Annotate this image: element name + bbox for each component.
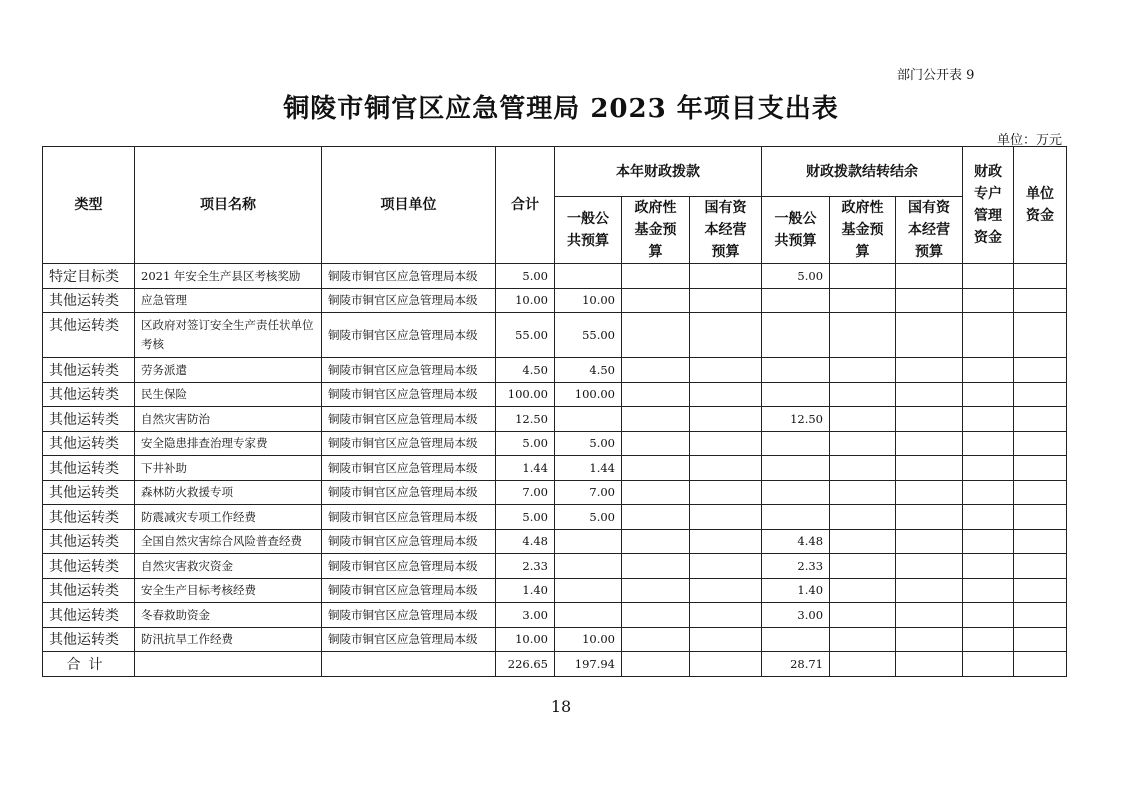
cur-general-cell: 5.00 xyxy=(555,505,622,530)
special-account-cell xyxy=(963,627,1014,652)
unit-funds-cell xyxy=(1014,529,1067,554)
cur-state-capital-cell xyxy=(690,578,762,603)
table-row xyxy=(43,358,1067,383)
table-row xyxy=(43,554,1067,579)
empty-cell xyxy=(896,652,963,677)
empty-cell xyxy=(622,652,690,677)
table-label: 部门公开表 9 xyxy=(897,68,975,83)
special-account-cell xyxy=(963,456,1014,481)
type-cell: 其他运转类 xyxy=(43,480,135,505)
table-row xyxy=(43,431,1067,456)
cur-gov-fund-cell xyxy=(622,431,690,456)
cur-gov-fund-cell xyxy=(622,382,690,407)
project-unit-cell: 铜陵市铜官区应急管理局本级 xyxy=(322,264,496,289)
project-unit-cell: 铜陵市铜官区应急管理局本级 xyxy=(322,505,496,530)
total-cell: 55.00 xyxy=(496,313,555,358)
total-cell: 1.44 xyxy=(496,456,555,481)
project-unit-cell: 铜陵市铜官区应急管理局本级 xyxy=(322,313,496,358)
header-cur-state-capital: 国有资本经营预算 xyxy=(690,197,762,264)
cur-general-cell: 10.00 xyxy=(555,288,622,313)
carry-gov-fund-cell xyxy=(830,578,896,603)
carry-state-capital-cell xyxy=(896,578,963,603)
cur-state-capital-cell xyxy=(690,313,762,358)
carry-gov-fund-cell xyxy=(830,529,896,554)
header-type: 类型 xyxy=(43,147,135,264)
table-row xyxy=(43,578,1067,603)
special-account-cell xyxy=(963,529,1014,554)
carry-state-capital-cell xyxy=(896,264,963,289)
project-unit-cell: 铜陵市铜官区应急管理局本级 xyxy=(322,554,496,579)
project-name-cell: 冬春救助资金 xyxy=(135,603,322,628)
project-unit-cell: 铜陵市铜官区应急管理局本级 xyxy=(322,431,496,456)
cur-gov-fund-cell xyxy=(622,264,690,289)
empty-cell xyxy=(963,652,1014,677)
carry-state-capital-cell xyxy=(896,382,963,407)
carry-gov-fund-cell xyxy=(830,603,896,628)
project-name-cell: 安全生产目标考核经费 xyxy=(135,578,322,603)
carry-state-capital-cell xyxy=(896,627,963,652)
type-cell: 其他运转类 xyxy=(43,358,135,383)
header-cur-general-budget: 一般公共预算 xyxy=(555,197,622,264)
table-row xyxy=(43,603,1067,628)
unit-funds-cell xyxy=(1014,480,1067,505)
carry-gov-fund-cell xyxy=(830,288,896,313)
special-account-cell xyxy=(963,407,1014,432)
carry-gov-fund-cell xyxy=(830,313,896,358)
total-cell: 12.50 xyxy=(496,407,555,432)
project-name-cell: 区政府对签订安全生产责任状单位考核 xyxy=(135,313,322,358)
carry-general-cell xyxy=(762,288,830,313)
table-row xyxy=(43,480,1067,505)
carry-gov-fund-cell xyxy=(830,358,896,383)
unit-funds-cell xyxy=(1014,603,1067,628)
carry-general-cell xyxy=(762,627,830,652)
project-unit-cell: 铜陵市铜官区应急管理局本级 xyxy=(322,288,496,313)
cur-general-cell xyxy=(555,578,622,603)
table-row xyxy=(43,288,1067,313)
type-cell: 其他运转类 xyxy=(43,603,135,628)
unit-funds-cell xyxy=(1014,578,1067,603)
special-account-cell xyxy=(963,505,1014,530)
total-cell: 5.00 xyxy=(496,264,555,289)
special-account-cell xyxy=(963,431,1014,456)
carry-general-cell xyxy=(762,358,830,383)
total-cell: 4.50 xyxy=(496,358,555,383)
table-row xyxy=(43,529,1067,554)
carry-general-cell: 3.00 xyxy=(762,603,830,628)
unit-funds-cell xyxy=(1014,627,1067,652)
type-cell: 特定目标类 xyxy=(43,264,135,289)
project-name-cell: 自然灾害防治 xyxy=(135,407,322,432)
cur-state-capital-cell xyxy=(690,264,762,289)
cur-general-cell: 4.50 xyxy=(555,358,622,383)
total-cell: 5.00 xyxy=(496,505,555,530)
project-unit-cell: 铜陵市铜官区应急管理局本级 xyxy=(322,358,496,383)
empty-cell xyxy=(1014,652,1067,677)
cur-state-capital-cell xyxy=(690,505,762,530)
special-account-cell xyxy=(963,382,1014,407)
type-cell: 其他运转类 xyxy=(43,554,135,579)
carry-state-capital-cell xyxy=(896,288,963,313)
cur-gov-fund-cell xyxy=(622,554,690,579)
cur-gov-fund-cell xyxy=(622,578,690,603)
empty-cell xyxy=(830,652,896,677)
project-unit-cell: 铜陵市铜官区应急管理局本级 xyxy=(322,627,496,652)
cur-state-capital-cell xyxy=(690,603,762,628)
special-account-cell xyxy=(963,480,1014,505)
cur-general-cell: 1.44 xyxy=(555,456,622,481)
special-account-cell xyxy=(963,554,1014,579)
cur-gov-fund-cell xyxy=(622,407,690,432)
carry-state-capital-cell xyxy=(896,529,963,554)
carry-gov-fund-cell xyxy=(830,627,896,652)
project-expenditure-table xyxy=(42,146,1067,677)
carry-state-capital-cell xyxy=(896,407,963,432)
carry-state-capital-cell xyxy=(896,505,963,530)
cur-general-cell xyxy=(555,603,622,628)
cur-gov-fund-cell xyxy=(622,627,690,652)
page-number: 18 xyxy=(550,697,572,716)
carry-general-cell xyxy=(762,480,830,505)
type-cell: 其他运转类 xyxy=(43,529,135,554)
cur-state-capital-cell xyxy=(690,358,762,383)
carry-state-capital-cell xyxy=(896,431,963,456)
header-project-unit: 项目单位 xyxy=(322,147,496,264)
table-row xyxy=(43,313,1067,358)
header-project-name: 项目名称 xyxy=(135,147,322,264)
type-cell: 其他运转类 xyxy=(43,288,135,313)
cur-general-total-cell: 197.94 xyxy=(555,652,622,677)
project-name-cell: 安全隐患排查治理专家费 xyxy=(135,431,322,456)
carry-gov-fund-cell xyxy=(830,264,896,289)
type-cell: 其他运转类 xyxy=(43,431,135,456)
cur-general-cell: 100.00 xyxy=(555,382,622,407)
unit-label: 单位：万元 xyxy=(996,133,1062,148)
cur-gov-fund-cell xyxy=(622,480,690,505)
cur-gov-fund-cell xyxy=(622,505,690,530)
project-name-cell: 防震减灾专项工作经费 xyxy=(135,505,322,530)
total-cell: 10.00 xyxy=(496,627,555,652)
carry-general-cell: 5.00 xyxy=(762,264,830,289)
project-name-cell: 自然灾害救灾资金 xyxy=(135,554,322,579)
carry-gov-fund-cell xyxy=(830,554,896,579)
special-account-cell xyxy=(963,313,1014,358)
carry-state-capital-cell xyxy=(896,554,963,579)
cur-general-cell: 10.00 xyxy=(555,627,622,652)
total-cell: 5.00 xyxy=(496,431,555,456)
empty-cell xyxy=(135,652,322,677)
project-name-cell: 防汛抗旱工作经费 xyxy=(135,627,322,652)
carry-state-capital-cell xyxy=(896,603,963,628)
empty-cell xyxy=(690,652,762,677)
carry-gov-fund-cell xyxy=(830,382,896,407)
project-unit-cell: 铜陵市铜官区应急管理局本级 xyxy=(322,529,496,554)
special-account-cell xyxy=(963,264,1014,289)
cur-state-capital-cell xyxy=(690,480,762,505)
carry-general-cell xyxy=(762,313,830,358)
special-account-cell xyxy=(963,603,1014,628)
cur-general-cell xyxy=(555,407,622,432)
project-name-cell: 应急管理 xyxy=(135,288,322,313)
project-name-cell: 森林防火救援专项 xyxy=(135,480,322,505)
unit-funds-cell xyxy=(1014,358,1067,383)
grand-total-cell: 226.65 xyxy=(496,652,555,677)
cur-gov-fund-cell xyxy=(622,529,690,554)
type-cell: 其他运转类 xyxy=(43,578,135,603)
carry-state-capital-cell xyxy=(896,358,963,383)
type-cell: 其他运转类 xyxy=(43,456,135,481)
empty-cell xyxy=(322,652,496,677)
total-cell: 100.00 xyxy=(496,382,555,407)
carry-gov-fund-cell xyxy=(830,505,896,530)
special-account-cell xyxy=(963,578,1014,603)
unit-funds-cell xyxy=(1014,288,1067,313)
unit-funds-cell xyxy=(1014,431,1067,456)
project-unit-cell: 铜陵市铜官区应急管理局本级 xyxy=(322,603,496,628)
unit-funds-cell xyxy=(1014,505,1067,530)
cur-gov-fund-cell xyxy=(622,358,690,383)
carry-gov-fund-cell xyxy=(830,480,896,505)
carry-gov-fund-cell xyxy=(830,407,896,432)
total-label-cell: 合计 xyxy=(43,652,135,677)
carry-general-cell: 2.33 xyxy=(762,554,830,579)
total-cell: 7.00 xyxy=(496,480,555,505)
unit-funds-cell xyxy=(1014,407,1067,432)
cur-state-capital-cell xyxy=(690,288,762,313)
header-cur-gov-fund: 政府性基金预算 xyxy=(622,197,690,264)
unit-funds-cell xyxy=(1014,456,1067,481)
cur-state-capital-cell xyxy=(690,627,762,652)
project-unit-cell: 铜陵市铜官区应急管理局本级 xyxy=(322,480,496,505)
table-row xyxy=(43,505,1067,530)
page-title: 铜陵市铜官区应急管理局 2023 年项目支出表 xyxy=(283,94,839,124)
project-unit-cell: 铜陵市铜官区应急管理局本级 xyxy=(322,578,496,603)
special-account-cell xyxy=(963,358,1014,383)
carry-general-total-cell: 28.71 xyxy=(762,652,830,677)
project-unit-cell: 铜陵市铜官区应急管理局本级 xyxy=(322,456,496,481)
carry-general-cell xyxy=(762,382,830,407)
cur-general-cell: 55.00 xyxy=(555,313,622,358)
unit-funds-cell xyxy=(1014,313,1067,358)
header-group-current-year: 本年财政拨款 xyxy=(555,147,762,197)
cur-gov-fund-cell xyxy=(622,603,690,628)
type-cell: 其他运转类 xyxy=(43,313,135,358)
table-row xyxy=(43,407,1067,432)
header-group-carryover: 财政拨款结转结余 xyxy=(762,147,963,197)
carry-general-cell: 4.48 xyxy=(762,529,830,554)
cur-general-cell xyxy=(555,554,622,579)
header-carry-state-capital: 国有资本经营预算 xyxy=(896,197,963,264)
header-carry-gov-fund: 政府性基金预算 xyxy=(830,197,896,264)
total-cell: 1.40 xyxy=(496,578,555,603)
total-cell: 3.00 xyxy=(496,603,555,628)
carry-gov-fund-cell xyxy=(830,431,896,456)
cur-general-cell: 7.00 xyxy=(555,480,622,505)
project-name-cell: 民生保险 xyxy=(135,382,322,407)
header-unit-funds: 单位资金 xyxy=(1014,147,1067,264)
carry-general-cell: 1.40 xyxy=(762,578,830,603)
table-row xyxy=(43,264,1067,289)
project-unit-cell: 铜陵市铜官区应急管理局本级 xyxy=(322,382,496,407)
project-name-cell: 全国自然灾害综合风险普查经费 xyxy=(135,529,322,554)
carry-gov-fund-cell xyxy=(830,456,896,481)
table-row xyxy=(43,382,1067,407)
cur-state-capital-cell xyxy=(690,382,762,407)
carry-general-cell xyxy=(762,431,830,456)
total-cell: 4.48 xyxy=(496,529,555,554)
cur-gov-fund-cell xyxy=(622,288,690,313)
header-carry-general-budget: 一般公共预算 xyxy=(762,197,830,264)
special-account-cell xyxy=(963,288,1014,313)
unit-funds-cell xyxy=(1014,554,1067,579)
project-unit-cell: 铜陵市铜官区应急管理局本级 xyxy=(322,407,496,432)
carry-general-cell xyxy=(762,456,830,481)
unit-funds-cell xyxy=(1014,264,1067,289)
total-cell: 10.00 xyxy=(496,288,555,313)
total-cell: 2.33 xyxy=(496,554,555,579)
type-cell: 其他运转类 xyxy=(43,382,135,407)
project-name-cell: 2021 年安全生产县区考核奖励 xyxy=(135,264,322,289)
cur-general-cell xyxy=(555,529,622,554)
cur-state-capital-cell xyxy=(690,431,762,456)
cur-state-capital-cell xyxy=(690,407,762,432)
project-name-cell: 劳务派遣 xyxy=(135,358,322,383)
carry-state-capital-cell xyxy=(896,480,963,505)
cur-gov-fund-cell xyxy=(622,456,690,481)
table-row xyxy=(43,627,1067,652)
header-total: 合计 xyxy=(496,147,555,264)
type-cell: 其他运转类 xyxy=(43,627,135,652)
type-cell: 其他运转类 xyxy=(43,505,135,530)
cur-general-cell: 5.00 xyxy=(555,431,622,456)
carry-state-capital-cell xyxy=(896,456,963,481)
cur-state-capital-cell xyxy=(690,456,762,481)
carry-general-cell xyxy=(762,505,830,530)
cur-state-capital-cell xyxy=(690,529,762,554)
carry-general-cell: 12.50 xyxy=(762,407,830,432)
type-cell: 其他运转类 xyxy=(43,407,135,432)
cur-gov-fund-cell xyxy=(622,313,690,358)
carry-state-capital-cell xyxy=(896,313,963,358)
cur-state-capital-cell xyxy=(690,554,762,579)
cur-general-cell xyxy=(555,264,622,289)
total-row xyxy=(43,652,1067,677)
project-name-cell: 下井补助 xyxy=(135,456,322,481)
table-row xyxy=(43,456,1067,481)
unit-funds-cell xyxy=(1014,382,1067,407)
header-special-account: 财政专户管理资金 xyxy=(963,147,1014,264)
